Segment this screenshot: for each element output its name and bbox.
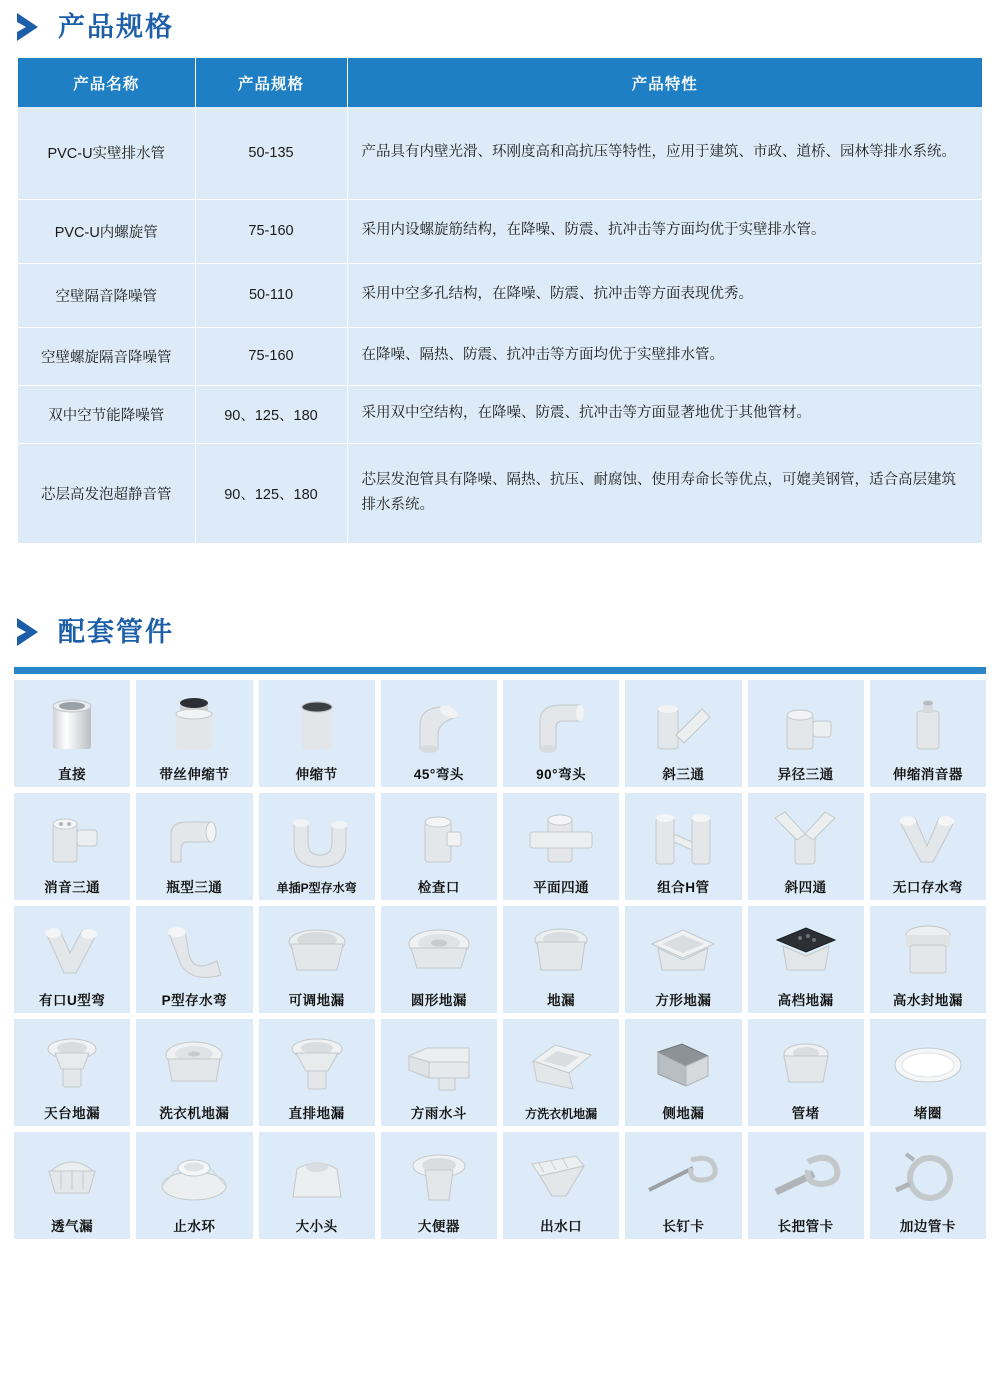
fitting-item[interactable] (136, 793, 252, 900)
fitting-item[interactable] (381, 680, 497, 787)
fitting-item[interactable] (503, 1019, 619, 1126)
deep-seal-floor-drain-icon (870, 906, 986, 994)
fitting-item[interactable] (625, 793, 741, 900)
cell-product-feature: 产品具有内壁光滑、环刚度高和高抗压等特性，应用于建筑、市政、道桥、园林等排水系统。 (347, 107, 982, 199)
adjustable-floor-drain-icon (259, 906, 375, 994)
fitting-label: 平面四通 (533, 879, 590, 895)
square-washer-drain-icon (503, 1019, 619, 1108)
roof-drain-icon (14, 1019, 130, 1107)
fitting-item[interactable] (503, 1132, 619, 1239)
fitting-item[interactable] (625, 906, 741, 1013)
square-floor-drain-icon (625, 906, 741, 994)
fitting-item[interactable] (748, 793, 864, 900)
fitting-item[interactable] (136, 680, 252, 787)
fitting-item[interactable] (14, 1132, 130, 1239)
fitting-item[interactable] (748, 1132, 864, 1239)
chevron-right-icon (14, 10, 44, 44)
cell-product-feature: 在降噪、隔热、防震、抗冲击等方面均优于实壁排水管。 (347, 327, 982, 385)
fitting-item[interactable] (870, 906, 986, 1013)
long-handle-clamp-icon (748, 1132, 864, 1220)
fitting-item[interactable] (136, 1132, 252, 1239)
fitting-label: 加边管卡 (899, 1218, 956, 1234)
cell-product-spec: 75-160 (195, 327, 347, 385)
fitting-label: 长把管卡 (777, 1218, 834, 1234)
fitting-label: 可调地漏 (288, 992, 345, 1008)
table-row (18, 443, 982, 543)
fitting-item[interactable] (748, 906, 864, 1013)
fitting-label: 伸缩节 (295, 766, 338, 782)
fitting-label: 大便器 (417, 1218, 460, 1234)
fitting-label: 斜四通 (784, 879, 827, 895)
washer-floor-drain-icon (136, 1019, 252, 1107)
spec-table-wrap (0, 44, 1000, 543)
cell-product-spec: 90、125、180 (195, 443, 347, 543)
fitting-item[interactable] (259, 793, 375, 900)
fitting-item[interactable] (748, 1019, 864, 1126)
fitting-item[interactable] (259, 680, 375, 787)
outlet-icon (503, 1132, 619, 1220)
cell-product-name: PVC-U实壁排水管 (18, 107, 195, 199)
cell-product-spec: 90、125、180 (195, 385, 347, 443)
p-trap-single-icon (259, 793, 375, 882)
table-row (18, 385, 982, 443)
cell-product-name: 空壁隔音降噪管 (18, 263, 195, 327)
telescopic-silencer-icon (870, 680, 986, 768)
cleanout-icon (381, 793, 497, 881)
fitting-label: 方形地漏 (655, 992, 712, 1008)
threaded-expansion-joint-icon (136, 680, 252, 768)
fitting-label: 侧地漏 (662, 1105, 705, 1121)
cell-product-feature: 芯层发泡管具有降噪、隔热、抗压、耐腐蚀、使用寿命长等优点，可媲美钢管，适合高层建筑排水系统。 (347, 443, 982, 543)
fitting-label: 地漏 (547, 992, 576, 1008)
u-trap-port-icon (14, 906, 130, 994)
page-title: 产品规格 (58, 11, 174, 42)
table-row (18, 327, 982, 385)
toilet-connector-icon (381, 1132, 497, 1220)
direct-floor-drain-icon (259, 1019, 375, 1107)
cell-product-name: 空壁螺旋隔音降噪管 (18, 327, 195, 385)
fitting-item[interactable] (870, 793, 986, 900)
fitting-item[interactable] (259, 1132, 375, 1239)
fitting-label: 直排地漏 (288, 1105, 345, 1121)
cell-product-name: 双中空节能降噪管 (18, 385, 195, 443)
cell-product-feature: 采用内设螺旋筋结构，在降噪、防震、抗冲击等方面均优于实壁排水管。 (347, 199, 982, 263)
pipe-plug-icon (748, 1019, 864, 1107)
bottle-tee-icon (136, 793, 252, 881)
fitting-label: 圆形地漏 (410, 992, 467, 1008)
fitting-label: 洗衣机地漏 (159, 1105, 230, 1121)
cell-product-spec: 50-135 (195, 107, 347, 199)
column-header-spec: 产品规格 (195, 58, 347, 107)
square-rain-hopper-icon (381, 1019, 497, 1107)
fitting-label: 天台地漏 (44, 1105, 101, 1121)
fitting-item[interactable] (259, 906, 375, 1013)
fitting-label: 45°弯头 (413, 766, 464, 782)
oblique-tee-icon (625, 680, 741, 768)
fitting-label: 无口存水弯 (892, 879, 963, 895)
fittings-section-header (0, 615, 1000, 649)
chevron-right-icon (14, 615, 44, 649)
fitting-label: 单插P型存水弯 (276, 881, 357, 895)
elbow-90-icon (503, 680, 619, 768)
cell-product-feature: 采用双中空结构，在降噪、防震、抗冲击等方面显著地优于其他管材。 (347, 385, 982, 443)
fitting-label: 有口U型弯 (39, 992, 106, 1008)
flat-cross-icon (503, 793, 619, 881)
fitting-label: 伸缩消音器 (892, 766, 963, 782)
cell-product-spec: 50-110 (195, 263, 347, 327)
round-floor-drain-icon (381, 906, 497, 994)
fitting-label: 高档地漏 (777, 992, 834, 1008)
table-row (18, 263, 982, 327)
fitting-label: 方洗衣机地漏 (525, 1107, 598, 1121)
section-divider (14, 667, 986, 674)
fitting-label: 90°弯头 (536, 766, 587, 782)
fitting-item[interactable] (14, 793, 130, 900)
column-header-name: 产品名称 (18, 58, 195, 107)
p-trap-icon (136, 906, 252, 994)
table-row (18, 107, 982, 199)
fitting-item[interactable] (136, 1019, 252, 1126)
fitting-label: 出水口 (540, 1218, 583, 1234)
fitting-label: 异径三通 (777, 766, 834, 782)
fitting-item[interactable] (381, 1019, 497, 1126)
column-header-feature: 产品特性 (347, 58, 982, 107)
expansion-joint-icon (259, 680, 375, 768)
fitting-item[interactable] (625, 680, 741, 787)
fitting-item[interactable] (870, 1019, 986, 1126)
coupling-icon (14, 680, 130, 768)
trap-no-port-icon (870, 793, 986, 881)
fitting-label: 透气漏 (51, 1218, 94, 1234)
oblique-cross-icon (748, 793, 864, 881)
premium-floor-drain-icon (748, 906, 864, 994)
table-row (18, 199, 982, 263)
fitting-item[interactable] (503, 906, 619, 1013)
fitting-label: 堵圈 (913, 1105, 942, 1121)
cell-product-name: PVC-U内螺旋管 (18, 199, 195, 263)
fitting-item[interactable] (870, 680, 986, 787)
fitting-label: 止水环 (173, 1218, 216, 1234)
combined-h-pipe-icon (625, 793, 741, 881)
spec-section-header (0, 0, 1000, 44)
spec-table (18, 58, 982, 543)
fitting-item[interactable] (14, 906, 130, 1013)
reducer-icon (259, 1132, 375, 1220)
fittings-title: 配套管件 (58, 616, 174, 647)
plug-ring-icon (870, 1019, 986, 1107)
table-header-row (18, 58, 982, 107)
fitting-label: 长钉卡 (662, 1218, 705, 1234)
fitting-label: 直接 (58, 766, 87, 782)
reducing-tee-icon (748, 680, 864, 768)
fitting-label: 组合H管 (657, 879, 710, 895)
fitting-item[interactable] (870, 1132, 986, 1239)
cell-product-spec: 75-160 (195, 199, 347, 263)
fitting-label: 斜三通 (662, 766, 705, 782)
fitting-item[interactable] (381, 906, 497, 1013)
flanged-pipe-clamp-icon (870, 1132, 986, 1220)
cell-product-feature: 采用中空多孔结构，在降噪、防震、抗冲击等方面表现优秀。 (347, 263, 982, 327)
fitting-label: 管堵 (791, 1105, 820, 1121)
fitting-label: 高水封地漏 (892, 992, 963, 1008)
fitting-label: 方雨水斗 (410, 1105, 467, 1121)
vent-cap-icon (14, 1132, 130, 1220)
fitting-item[interactable] (503, 793, 619, 900)
fitting-item[interactable] (381, 1132, 497, 1239)
silencer-tee-icon (14, 793, 130, 881)
fitting-label: 带丝伸缩节 (159, 766, 230, 782)
fitting-label: 消音三通 (44, 879, 101, 895)
fitting-item[interactable] (14, 680, 130, 787)
fitting-item[interactable] (259, 1019, 375, 1126)
fitting-item[interactable] (381, 793, 497, 900)
fitting-item[interactable] (625, 1132, 741, 1239)
fitting-label: 检查口 (417, 879, 460, 895)
floor-drain-icon (503, 906, 619, 994)
fitting-item[interactable] (625, 1019, 741, 1126)
water-stop-ring-icon (136, 1132, 252, 1220)
elbow-45-icon (381, 680, 497, 768)
cell-product-name: 芯层高发泡超静音管 (18, 443, 195, 543)
fittings-grid (14, 680, 986, 1239)
fitting-item[interactable] (748, 680, 864, 787)
fittings-wrap (0, 667, 1000, 1239)
long-nail-clamp-icon (625, 1132, 741, 1220)
fitting-item[interactable] (503, 680, 619, 787)
fitting-item[interactable] (136, 906, 252, 1013)
side-drain-icon (625, 1019, 741, 1107)
fitting-item[interactable] (14, 1019, 130, 1126)
fitting-label: 瓶型三通 (166, 879, 223, 895)
fitting-label: 大小头 (295, 1218, 338, 1234)
fitting-label: P型存水弯 (161, 992, 228, 1008)
